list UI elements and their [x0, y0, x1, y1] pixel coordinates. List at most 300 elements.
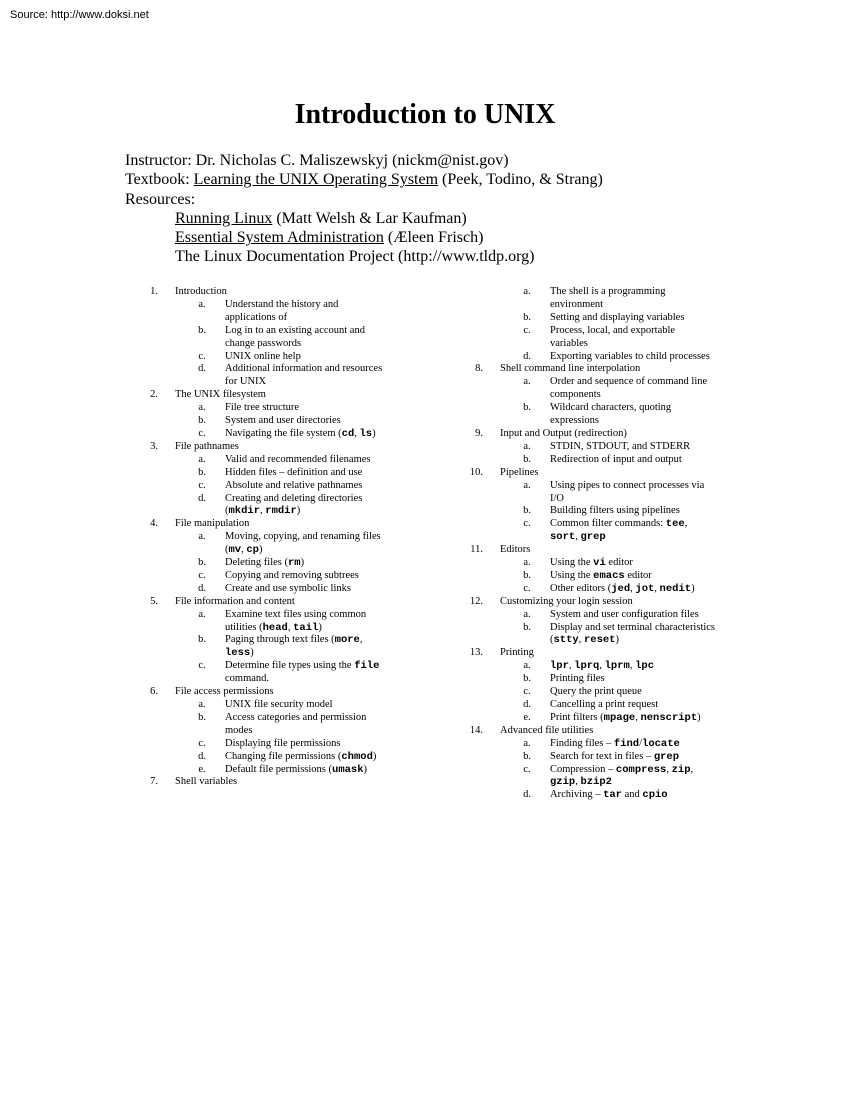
- outline-text: command.: [225, 673, 270, 685]
- outline-text: [550, 634, 619, 645]
- textbook-line: [125, 170, 603, 189]
- subtopic-letter: a.: [198, 699, 206, 710]
- command-name: locate: [642, 737, 680, 750]
- subtopic-letter: b.: [523, 673, 531, 685]
- outline-text: File pathnames: [175, 440, 239, 452]
- command-name: mpage: [603, 711, 636, 724]
- subtopic-letter: c.: [198, 350, 206, 362]
- outline-text: [225, 764, 367, 775]
- command-name: emacs: [593, 569, 625, 582]
- outline-subtopic: [465, 299, 735, 312]
- outline-text-part: ): [250, 647, 254, 659]
- outline-text-part: Common filter commands:: [550, 518, 666, 530]
- outline-text: [225, 505, 300, 516]
- outline-subtopic: [465, 557, 735, 570]
- outline-text: [550, 557, 633, 568]
- outline-text-part: utilities (: [225, 621, 263, 633]
- subtopic-letter: a.: [198, 402, 206, 414]
- outline-text: File information and content: [175, 595, 295, 607]
- outline-subtopic: [465, 454, 735, 467]
- outline-subtopic: [465, 738, 735, 751]
- outline-text-part: (: [225, 544, 229, 556]
- subtopic-letter: e.: [523, 711, 531, 723]
- outline-text: [550, 764, 693, 775]
- outline-text: STDIN, STDOUT, and STDERR: [550, 440, 691, 452]
- outline-text-part: Finding files –: [550, 737, 614, 749]
- subtopic-letter: c.: [198, 427, 206, 439]
- resource-details: (Matt Welsh & Lar Kaufman): [272, 209, 467, 227]
- outline-text: Absolute and relative pathnames: [225, 479, 363, 491]
- outline-subtopic: [140, 531, 400, 544]
- outline-text: Displaying file permissions: [225, 737, 341, 749]
- topic-number: 1.: [150, 286, 158, 297]
- command-name: jed: [611, 582, 631, 595]
- outline-topic: [465, 544, 735, 557]
- outline-topic: [465, 725, 735, 738]
- outline-subtopic: [140, 699, 400, 712]
- outline-text: The UNIX filesystem: [175, 389, 266, 401]
- subtopic-letter: c.: [523, 763, 531, 775]
- subtopic-letter: b.: [198, 415, 206, 427]
- outline-text-part: ,: [287, 621, 294, 633]
- resource-details: The Linux Documentation Project (http://www.tldp.org): [175, 248, 535, 266]
- outline-subtopic: [465, 789, 735, 802]
- outline-text: [550, 531, 606, 542]
- outline-subtopic: [140, 622, 400, 635]
- outline-subtopic: [140, 299, 400, 312]
- resources-label: Resources:: [125, 190, 196, 208]
- outline-left-column: [140, 286, 400, 789]
- outline-subtopic: [465, 480, 735, 493]
- topic-number: 14.: [469, 724, 483, 736]
- outline-text: [550, 660, 654, 671]
- subtopic-letter: d.: [198, 492, 206, 504]
- outline-subtopic: [465, 312, 735, 325]
- subtopic-letter: b.: [523, 311, 531, 323]
- outline-text-part: (: [550, 634, 554, 646]
- outline-text-part: ,: [359, 634, 363, 646]
- outline-text: UNIX online help: [225, 350, 301, 362]
- page-title: Introduction to UNIX: [294, 99, 556, 130]
- command-name: rmdir: [265, 505, 297, 518]
- outline-text-part: ): [372, 427, 376, 439]
- outline-subtopic: [465, 493, 735, 506]
- outline-text-part: Deleting files (: [225, 557, 288, 569]
- outline-text: Editors: [500, 544, 531, 556]
- outline-text: UNIX file security model: [225, 699, 333, 710]
- outline-text-part: Other editors (: [550, 582, 612, 594]
- subtopic-letter: a.: [198, 608, 206, 620]
- outline-subtopic: [465, 609, 735, 622]
- subtopic-letter: c.: [523, 518, 531, 530]
- subtopic-letter: b.: [523, 453, 531, 465]
- outline-subtopic: [140, 557, 400, 570]
- outline-text-part: ): [318, 621, 322, 633]
- source-label: Source: http://www.doksi.net: [10, 9, 149, 21]
- outline-subtopic: [140, 764, 400, 777]
- outline-subtopic: [465, 389, 735, 402]
- subtopic-letter: c.: [523, 686, 531, 698]
- outline-text: Printing files: [550, 673, 605, 685]
- topic-number: 7.: [150, 776, 158, 788]
- outline-text-part: Print filters (: [550, 711, 604, 723]
- command-name: stty: [553, 634, 579, 647]
- outline-text: Exporting variables to child processes: [550, 350, 710, 362]
- command-name: compress: [615, 763, 667, 776]
- outline-subtopic: [465, 712, 735, 725]
- subtopic-letter: a.: [523, 660, 531, 672]
- outline-subtopic: [140, 712, 400, 725]
- outline-right-column: [465, 286, 735, 802]
- outline-text-part: ,: [666, 763, 672, 775]
- command-name: cp: [246, 544, 259, 557]
- outline-subtopic: [465, 673, 735, 686]
- outline-subtopic: [140, 738, 400, 751]
- subtopic-letter: a.: [523, 557, 531, 569]
- outline-text: [550, 751, 679, 762]
- outline-topic: [140, 686, 400, 699]
- command-name: lprq: [574, 660, 600, 673]
- subtopic-letter: b.: [523, 569, 531, 581]
- outline-text: Examine text files using common: [225, 608, 367, 620]
- outline-subtopic: [140, 415, 400, 428]
- textbook-prefix: Textbook:: [125, 171, 194, 189]
- outline-text-part: ,: [599, 660, 605, 672]
- command-name: tee: [665, 518, 685, 531]
- outline-text: Printing: [500, 647, 534, 659]
- outline-text-part: and: [621, 789, 643, 801]
- outline-subtopic: [140, 351, 400, 364]
- subtopic-letter: b.: [523, 402, 531, 414]
- outline-text: System and user directories: [225, 415, 341, 427]
- outline-subtopic: [465, 751, 735, 764]
- command-name: mkdir: [228, 505, 261, 518]
- outline-subtopic: [140, 363, 400, 376]
- outline-text-part: Search for text in files –: [550, 750, 654, 762]
- outline-text: Valid and recommended filenames: [225, 453, 371, 465]
- outline-text-part: ): [296, 505, 301, 517]
- outline-text: environment: [550, 298, 604, 310]
- outline-subtopic: [465, 531, 735, 544]
- topic-number: 3.: [150, 440, 158, 452]
- subtopic-letter: a.: [523, 737, 531, 749]
- outline-subtopic: [140, 454, 400, 467]
- outline-text: Redirection of input and output: [550, 453, 682, 465]
- command-name: grep: [580, 531, 606, 544]
- outline-text: for UNIX: [225, 376, 267, 388]
- outline-text: File tree structure: [225, 402, 300, 414]
- outline-text: Copying and removing subtrees: [225, 569, 359, 581]
- outline-text: [225, 622, 322, 633]
- outline-subtopic: [465, 376, 735, 389]
- outline-subtopic: [465, 286, 735, 299]
- outline-subtopic: [140, 725, 400, 738]
- outline-text-part: ): [691, 582, 695, 594]
- outline-text: System and user configuration files: [550, 608, 699, 620]
- outline-text: [550, 712, 701, 723]
- outline-topic: [140, 441, 400, 454]
- outline-text: change passwords: [225, 337, 302, 349]
- outline-text-part: ,: [578, 634, 584, 646]
- subtopic-letter: a.: [198, 531, 206, 543]
- outline-text: [550, 738, 680, 749]
- command-name: vi: [593, 557, 606, 570]
- outline-text: Customizing your login session: [500, 595, 633, 607]
- command-name: umask: [332, 763, 364, 776]
- subtopic-letter: d.: [523, 789, 531, 801]
- resource-title: Running Linux: [175, 209, 273, 227]
- outline-text: [225, 647, 254, 658]
- command-name: tail: [293, 621, 319, 634]
- subtopic-letter: e.: [198, 763, 206, 775]
- outline-subtopic: [465, 325, 735, 338]
- subtopic-letter: c.: [198, 737, 206, 749]
- command-name: cpio: [642, 789, 668, 802]
- outline-text: [550, 518, 687, 529]
- outline-subtopic: [465, 776, 735, 789]
- subtopic-letter: a.: [523, 608, 531, 620]
- outline-text: Query the print queue: [550, 686, 642, 698]
- outline-subtopic: [140, 570, 400, 583]
- subtopic-letter: a.: [198, 298, 206, 310]
- outline-text: Access categories and permission: [225, 711, 367, 723]
- command-name: head: [262, 621, 288, 634]
- outline-topic: [140, 389, 400, 402]
- outline-text: [225, 634, 363, 645]
- command-name: nenscript: [640, 711, 698, 724]
- outline-text: variables: [550, 337, 588, 349]
- outline-text: File manipulation: [175, 518, 250, 530]
- outline-text: Hidden files – definition and use: [225, 466, 363, 478]
- outline-text-part: ): [300, 557, 305, 569]
- command-name: rm: [287, 557, 301, 570]
- outline-text-part: ,: [575, 531, 581, 543]
- outline-subtopic: [465, 402, 735, 415]
- outline-text-part: Navigating the file system (: [225, 427, 342, 439]
- command-name: mv: [228, 544, 242, 557]
- outline-text-part: ,: [654, 582, 660, 594]
- command-name: ls: [359, 427, 373, 440]
- subtopic-letter: d.: [198, 582, 206, 594]
- outline-text: Process, local, and exportable: [550, 324, 676, 336]
- outline-subtopic: [465, 622, 735, 635]
- command-name: tar: [603, 789, 622, 802]
- outline-text: Pipelines: [500, 466, 539, 478]
- outline-text: Input and Output (redirection): [500, 427, 627, 439]
- outline-subtopic: [465, 660, 735, 673]
- outline-topic: [465, 428, 735, 441]
- outline-text-part: Compression –: [550, 763, 616, 775]
- outline-subtopic: [465, 415, 735, 428]
- outline-text: Advanced file utilities: [500, 724, 594, 736]
- subtopic-letter: b.: [523, 621, 531, 633]
- subtopic-letter: c.: [523, 582, 531, 594]
- outline-topic: [140, 286, 400, 299]
- topic-number: 13.: [469, 647, 483, 659]
- command-name: less: [225, 647, 251, 660]
- outline-subtopic: [140, 634, 400, 647]
- outline-text-part: Determine file types using the: [225, 660, 355, 672]
- subtopic-letter: a.: [523, 479, 531, 491]
- outline-subtopic: [465, 699, 735, 712]
- topic-number: 10.: [469, 466, 483, 478]
- outline-text-part: ,: [684, 518, 688, 530]
- command-name: bzip2: [580, 776, 612, 789]
- outline-subtopic: [465, 764, 735, 777]
- outline-text-part: Changing file permissions (: [225, 750, 342, 762]
- outline-text-part: /: [639, 737, 643, 749]
- outline-text-part: ): [372, 750, 377, 762]
- outline-subtopic: [465, 634, 735, 647]
- outline-topic: [465, 363, 735, 376]
- outline-subtopic: [140, 480, 400, 493]
- outline-topic: [140, 596, 400, 609]
- outline-topic: [465, 467, 735, 480]
- outline-text: The shell is a programming: [550, 286, 666, 297]
- course-header: [125, 151, 603, 267]
- command-name: lpr: [550, 660, 569, 673]
- outline-text-part: editor: [605, 557, 633, 569]
- outline-subtopic: [465, 583, 735, 596]
- topic-number: 8.: [475, 363, 483, 375]
- outline-text: Order and sequence of command line: [550, 376, 708, 388]
- outline-text-part: Archiving –: [550, 789, 604, 801]
- command-name: gzip: [550, 776, 576, 789]
- subtopic-letter: c.: [198, 569, 206, 581]
- command-name: lprm: [604, 660, 630, 673]
- outline-text: [550, 789, 668, 800]
- instructor-line: Instructor: Dr. Nicholas C. Maliszewskyj (nickm@nist.gov): [125, 152, 509, 169]
- outline-subtopic: [140, 660, 400, 673]
- subtopic-letter: d.: [198, 363, 206, 375]
- resource-details: (Æleen Frisch): [383, 229, 484, 247]
- topic-number: 11.: [470, 544, 483, 556]
- outline-text-part: ,: [241, 544, 247, 556]
- outline-text: Wildcard characters, quoting: [550, 402, 672, 414]
- subtopic-letter: b.: [198, 324, 206, 336]
- command-name: file: [354, 660, 380, 673]
- outline-text-part: ,: [635, 711, 641, 723]
- subtopic-letter: b.: [523, 505, 531, 517]
- subtopic-letter: b.: [198, 466, 206, 478]
- outline-text: Setting and displaying variables: [550, 311, 685, 323]
- topic-number: 4.: [150, 518, 158, 530]
- outline-subtopic: [140, 338, 400, 351]
- outline-text: Display and set terminal characteristics: [550, 621, 716, 633]
- outline-text: [225, 557, 304, 568]
- outline-subtopic: [465, 351, 735, 364]
- outline-subtopic: [140, 493, 400, 506]
- outline-text: modes: [225, 724, 253, 736]
- outline-subtopic: [140, 428, 400, 441]
- resource-item: [125, 209, 603, 228]
- outline-text-part: ,: [575, 776, 581, 788]
- subtopic-letter: b.: [198, 557, 206, 569]
- outline-text: Create and use symbolic links: [225, 582, 351, 594]
- outline-text-part: ,: [568, 660, 575, 672]
- outline-text-part: ): [615, 634, 619, 646]
- command-name: more: [334, 634, 360, 647]
- outline-topic: [140, 518, 400, 531]
- outline-text: Shell command line interpolation: [500, 363, 641, 375]
- outline-subtopic: [140, 544, 400, 557]
- outline-subtopic: [140, 467, 400, 480]
- command-name: reset: [583, 634, 616, 647]
- topic-number: 9.: [475, 427, 483, 439]
- outline-text: expressions: [550, 415, 599, 427]
- outline-subtopic: [140, 609, 400, 622]
- outline-topic: [140, 776, 400, 789]
- textbook-authors: (Peek, Todino, & Strang): [438, 171, 603, 189]
- subtopic-letter: d.: [523, 699, 531, 710]
- outline-text: Additional information and resources: [225, 363, 383, 375]
- outline-text: applications of: [225, 311, 288, 323]
- subtopic-letter: c.: [523, 324, 531, 336]
- outline-text: Understand the history and: [225, 298, 339, 310]
- outline-text: File access permissions: [175, 686, 274, 698]
- outline-topic: [465, 647, 735, 660]
- outline-subtopic: [465, 518, 735, 531]
- command-name: lpc: [635, 660, 654, 673]
- outline-subtopic: [140, 312, 400, 325]
- topic-number: 12.: [469, 595, 483, 607]
- outline-text: [550, 583, 695, 594]
- subtopic-letter: a.: [198, 453, 206, 465]
- outline-text-part: ,: [630, 582, 636, 594]
- outline-text: Introduction: [175, 286, 227, 297]
- outline-text: components: [550, 389, 601, 401]
- outline-text: [225, 751, 376, 762]
- outline-subtopic: [140, 751, 400, 764]
- outline-text-part: Default file permissions (: [225, 763, 333, 775]
- subtopic-letter: a.: [523, 286, 531, 297]
- subtopic-letter: a.: [523, 440, 531, 452]
- outline-text: [225, 660, 379, 671]
- outline-text: Shell variables: [175, 776, 238, 788]
- outline-subtopic: [140, 647, 400, 660]
- command-name: zip: [671, 763, 691, 776]
- outline-text: Log in to an existing account and: [225, 324, 365, 336]
- command-name: cd: [341, 427, 355, 440]
- outline-text-part: ,: [629, 660, 636, 672]
- outline-subtopic: [140, 673, 400, 686]
- outline-text: Moving, copying, and renaming files: [225, 531, 381, 543]
- outline-text: Building filters using pipelines: [550, 505, 680, 517]
- outline-text-part: ,: [260, 505, 266, 517]
- resource-title: Essential System Administration: [175, 229, 384, 247]
- outline-subtopic: [140, 325, 400, 338]
- outline-text-part: ): [258, 544, 263, 556]
- command-name: jot: [635, 582, 655, 595]
- resource-item: [125, 228, 603, 247]
- outline-subtopic: [465, 441, 735, 454]
- outline-subtopic: [465, 570, 735, 583]
- outline-subtopic: [140, 505, 400, 518]
- outline-text-part: Using the: [550, 557, 594, 569]
- subtopic-letter: b.: [523, 750, 531, 762]
- outline-text: Using pipes to connect processes via: [550, 479, 705, 491]
- topic-number: 5.: [150, 595, 158, 607]
- outline-text-part: ,: [354, 427, 360, 439]
- textbook-title: Learning the UNIX Operating System: [193, 171, 439, 189]
- outline-subtopic: [140, 402, 400, 415]
- outline-text: [550, 570, 652, 581]
- outline-text-part: (: [225, 505, 229, 517]
- outline-text-part: ): [697, 711, 701, 723]
- outline-text: [225, 544, 262, 555]
- command-name: chmod: [341, 750, 373, 763]
- outline-text: Cancelling a print request: [550, 699, 659, 710]
